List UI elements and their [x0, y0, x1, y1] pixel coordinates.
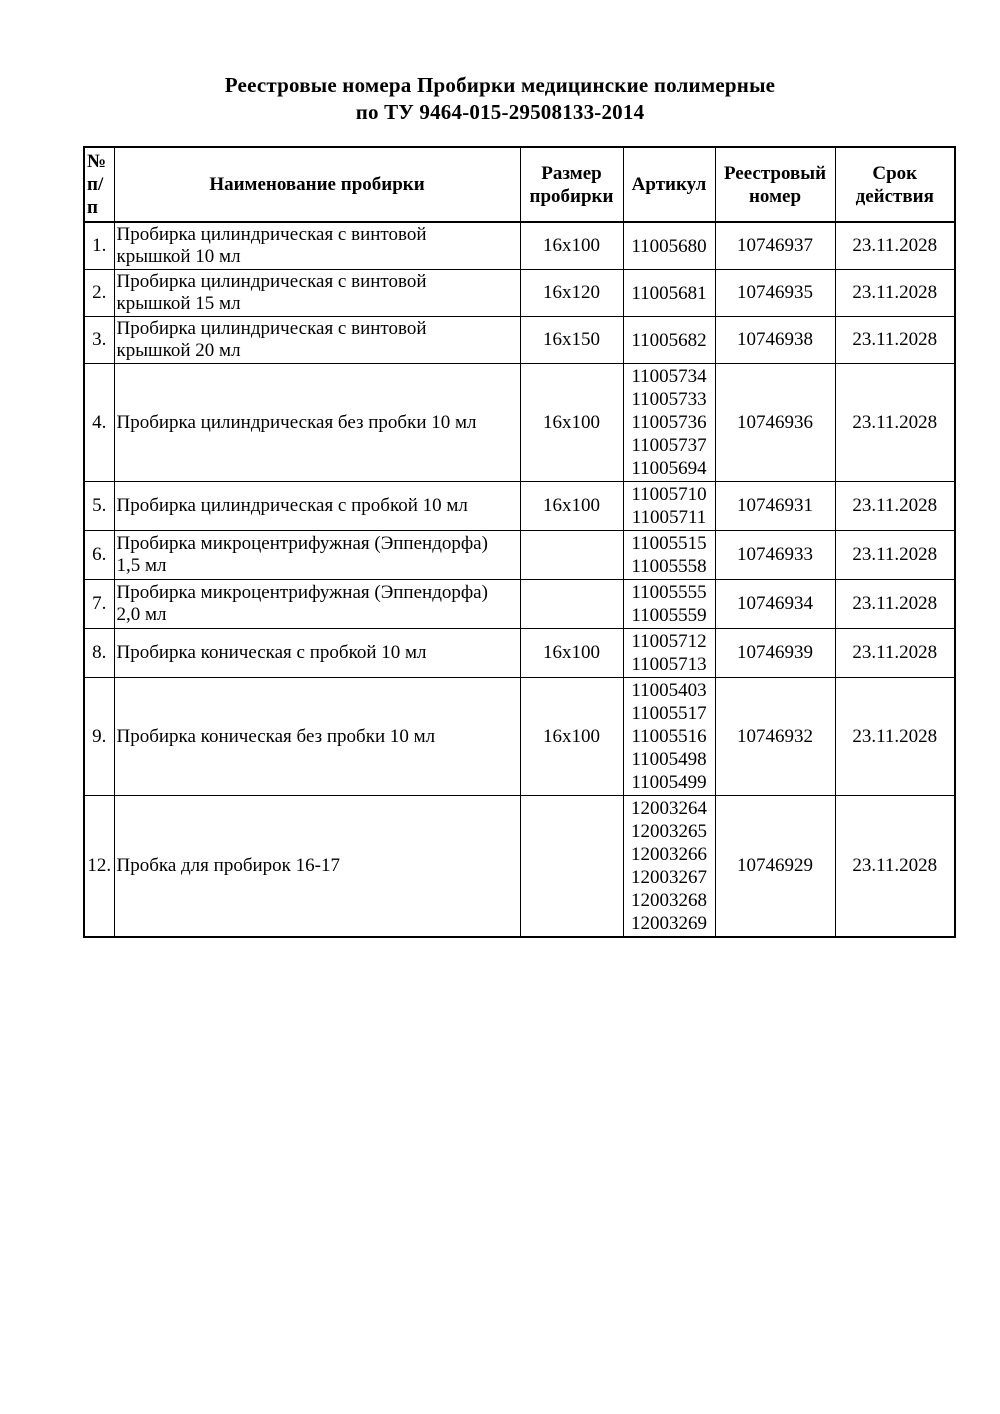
header-line: действия [855, 185, 934, 207]
validity-date-cell: 23.11.2028 [835, 270, 955, 317]
article-number: 11005736 [631, 412, 707, 433]
page-title-line-1: Реестровые номера Пробирки медицинские полимерные [224, 73, 776, 97]
tube-name-cell [114, 364, 520, 482]
row-number-cell: 9. [84, 678, 114, 796]
article-number: 11005710 [631, 484, 707, 505]
table-row [84, 580, 955, 629]
article-number: 12003267 [631, 867, 707, 888]
row-number-cell: 4. [84, 364, 114, 482]
tube-name-cell [114, 580, 520, 629]
validity-date-cell: 23.11.2028 [835, 678, 955, 796]
tube-size-cell [520, 580, 623, 629]
article-number: 11005681 [631, 282, 707, 304]
tube-name-line: Пробирка коническая с пробкой 10 мл [116, 642, 427, 663]
article-number: 11005515 [631, 533, 707, 554]
table-header-row [84, 147, 955, 222]
tube-size-cell: 16x100 [520, 629, 623, 678]
row-number-cell: 6. [84, 531, 114, 580]
table-row [84, 270, 955, 317]
header-line: Размер [541, 162, 602, 184]
table-row [84, 678, 955, 796]
tube-name-line: Пробирка цилиндрическая с винтовой [116, 224, 427, 245]
article-number: 11005499 [631, 772, 707, 793]
article-number: 11005737 [631, 435, 707, 456]
article-number: 11005711 [631, 507, 707, 528]
row-number-cell: 1. [84, 222, 114, 270]
tube-name-line: 2,0 мл [116, 604, 167, 625]
header-line: номер [748, 185, 802, 207]
article-number: 11005712 [631, 631, 707, 652]
tube-name-line: Пробирка коническая без пробки 10 мл [116, 725, 436, 747]
article-number: 11005713 [631, 654, 707, 675]
tube-name-cell [114, 482, 520, 531]
header-line: п/п [87, 174, 104, 218]
tube-name-line: крышкой 20 мл [116, 340, 241, 361]
table-row [84, 796, 955, 938]
article-numbers-cell [623, 629, 715, 678]
tube-name-line: крышкой 10 мл [116, 246, 241, 267]
registry-table-container [83, 146, 954, 938]
table-body [84, 222, 955, 937]
article-number: 12003264 [631, 798, 707, 819]
article-number: 11005733 [631, 389, 707, 410]
row-number-cell: 5. [84, 482, 114, 531]
page-title [0, 0, 1000, 126]
article-number: 12003266 [631, 844, 707, 865]
row-number-cell: 12. [84, 796, 114, 938]
registry-number-cell: 10746932 [715, 678, 835, 796]
tube-name-cell [114, 796, 520, 938]
article-numbers-cell [623, 531, 715, 580]
row-number-cell: 8. [84, 629, 114, 678]
header-line: № [87, 151, 107, 172]
table-row [84, 531, 955, 580]
article-numbers-cell [623, 222, 715, 270]
tube-size-cell: 16x100 [520, 364, 623, 482]
article-number: 12003269 [631, 913, 707, 934]
validity-date-cell: 23.11.2028 [835, 580, 955, 629]
tube-name-cell [114, 629, 520, 678]
tube-size-cell: 16x120 [520, 270, 623, 317]
registry-number-cell: 10746938 [715, 317, 835, 364]
header-line: пробирки [529, 185, 614, 207]
article-numbers-cell [623, 317, 715, 364]
tube-name-cell [114, 678, 520, 796]
tube-name-line: Пробирка микроцентрифужная (Эппендорфа) [116, 582, 488, 603]
registry-number-cell: 10746939 [715, 629, 835, 678]
article-number: 11005403 [631, 680, 707, 701]
registry-number-cell: 10746934 [715, 580, 835, 629]
validity-date-cell: 23.11.2028 [835, 796, 955, 938]
article-numbers-cell [623, 580, 715, 629]
registry-table [83, 146, 956, 938]
tube-name-line: Пробирка цилиндрическая с пробкой 10 мл [116, 495, 468, 516]
tube-name-line: Пробирка цилиндрическая с винтовой [116, 271, 427, 292]
registry-number-cell: 10746933 [715, 531, 835, 580]
article-numbers-cell [623, 364, 715, 482]
validity-date-cell: 23.11.2028 [835, 629, 955, 678]
header-validity [835, 147, 955, 222]
tube-name-line: Пробирка микроцентрифужная (Эппендорфа) [116, 533, 488, 554]
article-number: 11005680 [631, 235, 707, 257]
tube-name-cell [114, 270, 520, 317]
tube-name-line: 1,5 мл [116, 555, 167, 576]
tube-size-cell: 16x150 [520, 317, 623, 364]
registry-number-cell: 10746935 [715, 270, 835, 317]
table-row [84, 222, 955, 270]
tube-name-line: крышкой 15 мл [116, 293, 241, 314]
article-number: 11005559 [631, 605, 707, 626]
header-line: Реестровый [723, 162, 827, 184]
article-number: 11005558 [631, 556, 707, 577]
tube-size-cell: 16x100 [520, 678, 623, 796]
header-tube-size [520, 147, 623, 222]
article-number: 11005694 [631, 458, 707, 479]
header-line: Артикул [631, 174, 707, 195]
article-numbers-cell [623, 678, 715, 796]
header-line: Наименование пробирки [209, 174, 425, 195]
validity-date-cell: 23.11.2028 [835, 222, 955, 270]
header-registry-number [715, 147, 835, 222]
tube-size-cell: 16x100 [520, 222, 623, 270]
article-numbers-cell [623, 482, 715, 531]
validity-date-cell: 23.11.2028 [835, 482, 955, 531]
registry-number-cell: 10746937 [715, 222, 835, 270]
registry-number-cell: 10746931 [715, 482, 835, 531]
row-number-cell: 7. [84, 580, 114, 629]
article-number: 11005682 [631, 329, 707, 351]
table-row [84, 317, 955, 364]
header-article [623, 147, 715, 222]
tube-name-cell [114, 317, 520, 364]
row-number-cell: 2. [84, 270, 114, 317]
row-number-cell: 3. [84, 317, 114, 364]
registry-number-cell: 10746936 [715, 364, 835, 482]
header-row-number [84, 147, 114, 222]
tube-name-line: Пробирка цилиндрическая с винтовой [116, 318, 427, 339]
table-row [84, 364, 955, 482]
article-number: 11005517 [631, 703, 707, 724]
article-number: 11005734 [631, 366, 707, 387]
article-number: 11005498 [631, 749, 707, 770]
page-title-line-2: по ТУ 9464-015-29508133-2014 [355, 100, 645, 124]
header-tube-name [114, 147, 520, 222]
validity-date-cell: 23.11.2028 [835, 317, 955, 364]
tube-name-cell [114, 222, 520, 270]
article-number: 12003268 [631, 890, 707, 911]
article-number: 11005516 [631, 726, 707, 747]
table-row [84, 629, 955, 678]
article-number: 11005555 [631, 582, 707, 603]
tube-name-line: Пробирка цилиндрическая без пробки 10 мл [116, 411, 477, 433]
article-numbers-cell [623, 796, 715, 938]
tube-size-cell [520, 531, 623, 580]
article-number: 12003265 [631, 821, 707, 842]
tube-name-cell [114, 531, 520, 580]
tube-size-cell [520, 796, 623, 938]
validity-date-cell: 23.11.2028 [835, 531, 955, 580]
tube-name-line: Пробка для пробирок 16-17 [116, 855, 340, 876]
header-line: Срок [872, 162, 918, 184]
registry-number-cell: 10746929 [715, 796, 835, 938]
article-numbers-cell [623, 270, 715, 317]
tube-size-cell: 16x100 [520, 482, 623, 531]
validity-date-cell: 23.11.2028 [835, 364, 955, 482]
table-row [84, 482, 955, 531]
